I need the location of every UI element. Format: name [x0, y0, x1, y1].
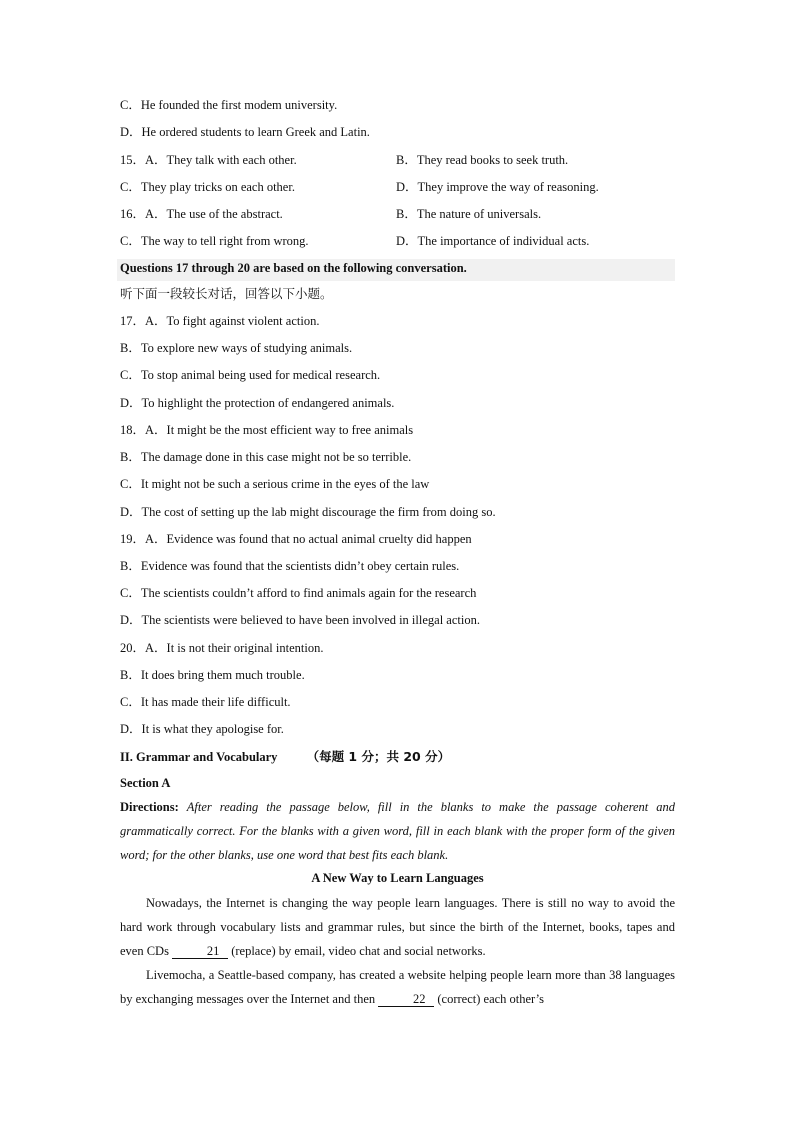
section-title	[120, 749, 450, 765]
option-17d: D．To highlight the protection of endangered animals.	[120, 396, 395, 410]
directions-text: After reading the passage below, fill in the blanks to make the passage coherent and grammatically correct. For the blanks with a given word, fill in each blank with the proper form of the given word; for the other blanks, use one word that best fits each blank.	[120, 800, 675, 862]
option-20c: C．It has made their life difficult.	[120, 695, 291, 709]
option-15d: D．They improve the way of reasoning.	[396, 180, 599, 194]
option-19c: C．The scientists couldn’t afford to find animals again for the research	[120, 586, 477, 600]
option-17b: B．To explore new ways of studying animals.	[120, 341, 353, 355]
passage-paragraph-2	[120, 963, 675, 1011]
option-16a: 16．A．The use of the abstract.	[120, 207, 283, 221]
option-18b: B．The damage done in this case might not be so terrible.	[120, 450, 412, 464]
option-16b: B．The nature of universals.	[396, 207, 542, 221]
option-17a: 17．A．To fight against violent action.	[120, 314, 320, 328]
passage-paragraph-1	[120, 891, 675, 963]
section-a-heading: Section A	[120, 776, 171, 790]
option-14d: D．He ordered students to learn Greek and Latin.	[120, 125, 370, 139]
option-18c: C．It might not be such a serious crime in the eyes of the law	[120, 477, 430, 491]
option-19a: 19．A．Evidence was found that no actual animal cruelty did happen	[120, 532, 472, 546]
option-18d: D．The cost of setting up the lab might discourage the firm from doing so.	[120, 505, 496, 519]
conversation-instruction-cn: 听下面一段较长对话，回答以下小题。	[120, 286, 333, 301]
option-14c: C．He founded the first modem university.	[120, 98, 338, 112]
directions-paragraph	[120, 795, 675, 867]
option-17c: C．To stop animal being used for medical research.	[120, 368, 381, 382]
paragraph-2-start: Livemocha, a Seattle-based company, has created a website helping people learn more than 38 languages by exchanging messages over the Internet and then	[120, 968, 675, 1006]
section-score: （每题 1 分；共 20 分）	[306, 749, 451, 764]
passage-title: A New Way to Learn Languages	[311, 871, 484, 885]
section-title-text: II. Grammar and Vocabulary	[120, 750, 278, 764]
conversation-heading: Questions 17 through 20 are based on the following conversation.	[120, 261, 467, 275]
option-19b: B．Evidence was found that the scientists didn’t obey certain rules.	[120, 559, 460, 573]
paragraph-2-end: (correct) each other’s	[434, 992, 545, 1006]
blank-22: 22	[378, 992, 434, 1007]
option-16d: D．The importance of individual acts.	[396, 234, 590, 248]
option-19d: D．The scientists were believed to have been involved in illegal action.	[120, 613, 480, 627]
paragraph-1-end: (replace) by email, video chat and social networks.	[228, 944, 486, 958]
directions-label: Directions:	[120, 800, 179, 814]
option-15c: C．They play tricks on each other.	[120, 180, 295, 194]
option-20d: D．It is what they apologise for.	[120, 722, 284, 736]
option-16c: C．The way to tell right from wrong.	[120, 234, 309, 248]
blank-21: 21	[172, 944, 228, 959]
option-20b: B．It does bring them much trouble.	[120, 668, 305, 682]
option-15a: 15．A．They talk with each other.	[120, 153, 297, 167]
option-18a: 18．A．It might be the most efficient way to free animals	[120, 423, 414, 437]
option-15b: B．They read books to seek truth.	[396, 153, 569, 167]
option-20a: 20．A．It is not their original intention.	[120, 641, 324, 655]
paragraph-1-start: Nowadays, the Internet is changing the way people learn languages. There is still no way to avoid the hard work through vocabulary lists and grammar rules, but since the birth of the Internet, books, tapes and even CDs	[120, 896, 675, 958]
